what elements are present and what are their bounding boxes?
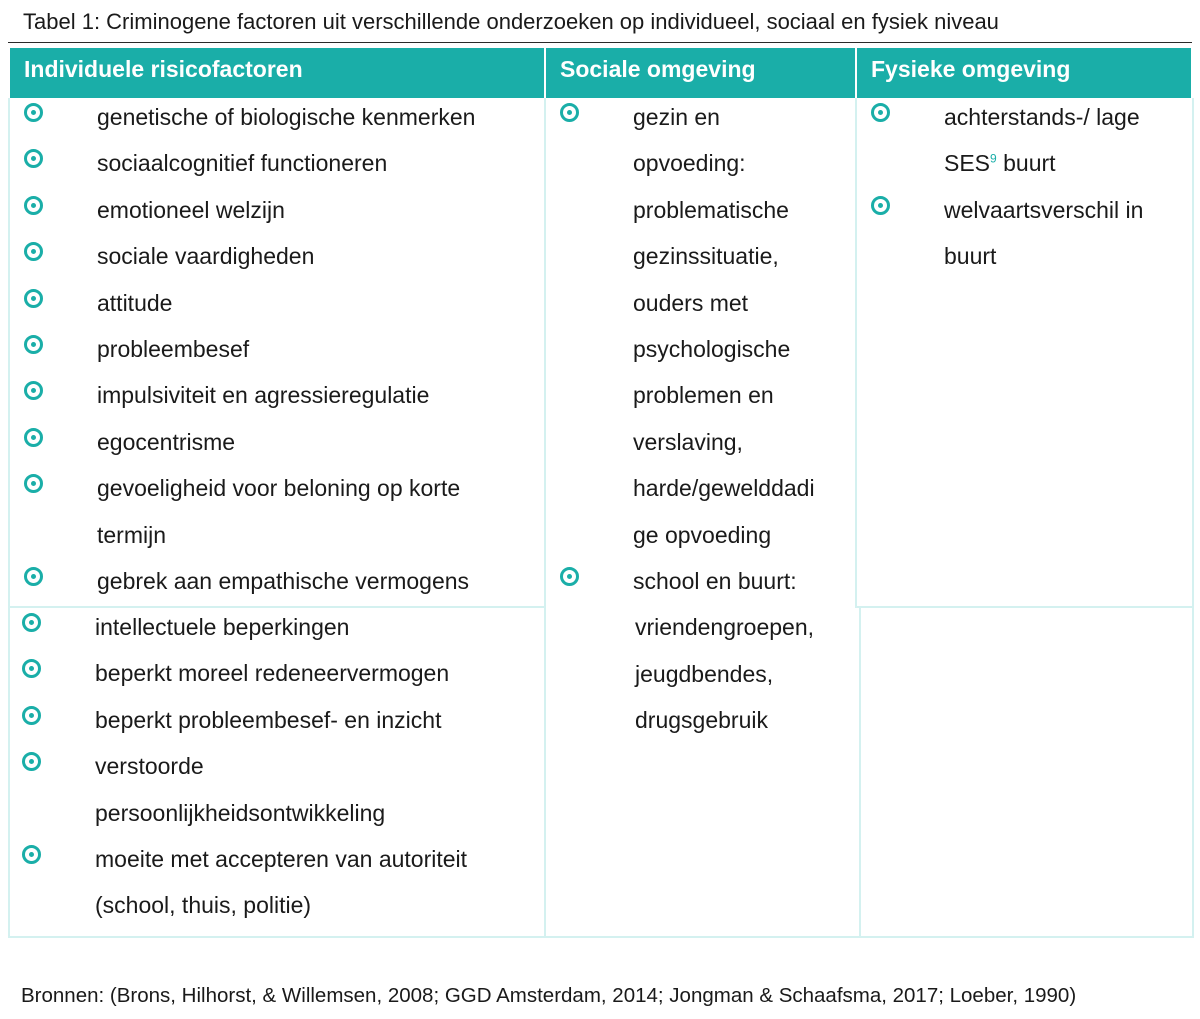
circle-dot-icon bbox=[871, 103, 890, 122]
circle-dot-icon bbox=[22, 845, 41, 864]
list-item-continuation bbox=[0, 604, 855, 650]
list-item-text: jeugdbendes, bbox=[635, 660, 774, 687]
table-border-bottom bbox=[8, 936, 1194, 938]
list-item-text: problemen en bbox=[633, 382, 774, 409]
list-item bbox=[0, 94, 1190, 140]
list-item-continuation bbox=[0, 512, 855, 558]
list-item-continuation bbox=[0, 790, 544, 836]
physical-factors-list bbox=[0, 94, 1190, 280]
caption-rule bbox=[8, 42, 1192, 43]
table-border-right bbox=[1192, 98, 1194, 938]
list-item-text: beperkt moreel redeneervermogen bbox=[95, 660, 450, 687]
ses-abbreviation: SES bbox=[944, 150, 991, 177]
list-item-text: moeite met accepteren van autoriteit bbox=[95, 845, 468, 872]
footnote-reference: 9 bbox=[990, 151, 997, 166]
list-item-text: school en buurt: bbox=[633, 567, 797, 594]
list-item-text: ge opvoeding bbox=[633, 521, 772, 548]
list-item-text: drugsgebruik bbox=[635, 707, 768, 734]
list-item bbox=[0, 743, 544, 789]
list-item-text: gezin en bbox=[633, 104, 720, 130]
list-item-text: welvaartsverschil in bbox=[944, 196, 1144, 223]
list-item-text: opvoeding: bbox=[633, 150, 746, 177]
header-physical: Fysieke omgeving bbox=[857, 48, 1191, 98]
list-item-text: sociale vaardigheden bbox=[97, 243, 315, 270]
list-item-text: egocentrisme bbox=[97, 428, 236, 455]
list-item-text: probleembesef bbox=[97, 335, 250, 362]
list-item-text: verstoorde bbox=[95, 753, 204, 780]
list-item-continuation bbox=[0, 233, 1190, 279]
list-item-text: intellectuele beperkingen bbox=[95, 614, 350, 640]
list-item-text: attitude bbox=[97, 289, 173, 316]
list-item-text: achterstands-/ lage bbox=[944, 104, 1140, 130]
list-item-text: termijn bbox=[97, 521, 167, 548]
list-item-continuation bbox=[0, 140, 1190, 186]
list-item bbox=[0, 558, 855, 604]
list-item-text: gebrek aan empathische vermogens bbox=[97, 567, 470, 594]
table-caption: Tabel 1: Criminogene factoren uit verschillende onderzoeken op individueel, sociaal en fysiek niveau bbox=[23, 9, 999, 34]
list-item-text: genetische of biologische kenmerken bbox=[97, 104, 476, 130]
list-item-text: (school, thuis, politie) bbox=[95, 892, 312, 919]
list-item-text: problematische bbox=[633, 196, 789, 223]
list-item-text: harde/gewelddadi bbox=[633, 475, 815, 502]
list-item-text: gevoeligheid voor beloning op korte bbox=[97, 475, 461, 502]
list-item-text: psychologische bbox=[633, 335, 791, 362]
list-item-continuation bbox=[0, 280, 855, 326]
circle-dot-icon bbox=[560, 567, 579, 586]
list-item-text: ouders met bbox=[633, 289, 749, 316]
list-item-continuation bbox=[0, 419, 855, 465]
list-item-continuation bbox=[0, 465, 855, 511]
list-item-text: emotioneel welzijn bbox=[97, 196, 285, 223]
list-item-text: beperkt probleembesef- en inzicht bbox=[95, 706, 442, 733]
list-item-text: buurt bbox=[944, 243, 997, 270]
header-social: Sociale omgeving bbox=[546, 48, 855, 98]
list-item-text: sociaalcognitief functioneren bbox=[97, 150, 388, 177]
list-item-text: vriendengroepen, bbox=[635, 614, 815, 641]
list-item-text: gezinssituatie, bbox=[633, 243, 779, 270]
row-divider-right bbox=[855, 606, 1194, 608]
circle-dot-icon bbox=[22, 752, 41, 771]
list-item-continuation bbox=[0, 372, 855, 418]
sources-note: Bronnen: (Brons, Hilhorst, & Willemsen, 2008; GGD Amsterdam, 2014; Jongman & Schaafsma, 2017; Loeber, 1990) bbox=[21, 984, 1077, 1007]
list-item-text: persoonlijkheidsontwikkeling bbox=[95, 799, 386, 826]
header-individual: Individuele risicofactoren bbox=[10, 48, 544, 98]
list-item-text: impulsiviteit en agressieregulatie bbox=[97, 382, 430, 409]
circle-dot-icon bbox=[871, 196, 890, 215]
column-divider-2-bottom bbox=[859, 608, 861, 938]
list-item-continuation bbox=[0, 651, 855, 697]
list-item-text: verslaving, bbox=[633, 428, 743, 455]
list-item-text bbox=[944, 140, 1056, 186]
list-item bbox=[0, 187, 1190, 233]
list-item-continuation bbox=[0, 882, 544, 928]
list-item-text-suffix: buurt bbox=[996, 150, 1056, 177]
list-item bbox=[0, 836, 544, 882]
list-item-continuation bbox=[0, 326, 855, 372]
list-item-continuation bbox=[0, 697, 855, 743]
